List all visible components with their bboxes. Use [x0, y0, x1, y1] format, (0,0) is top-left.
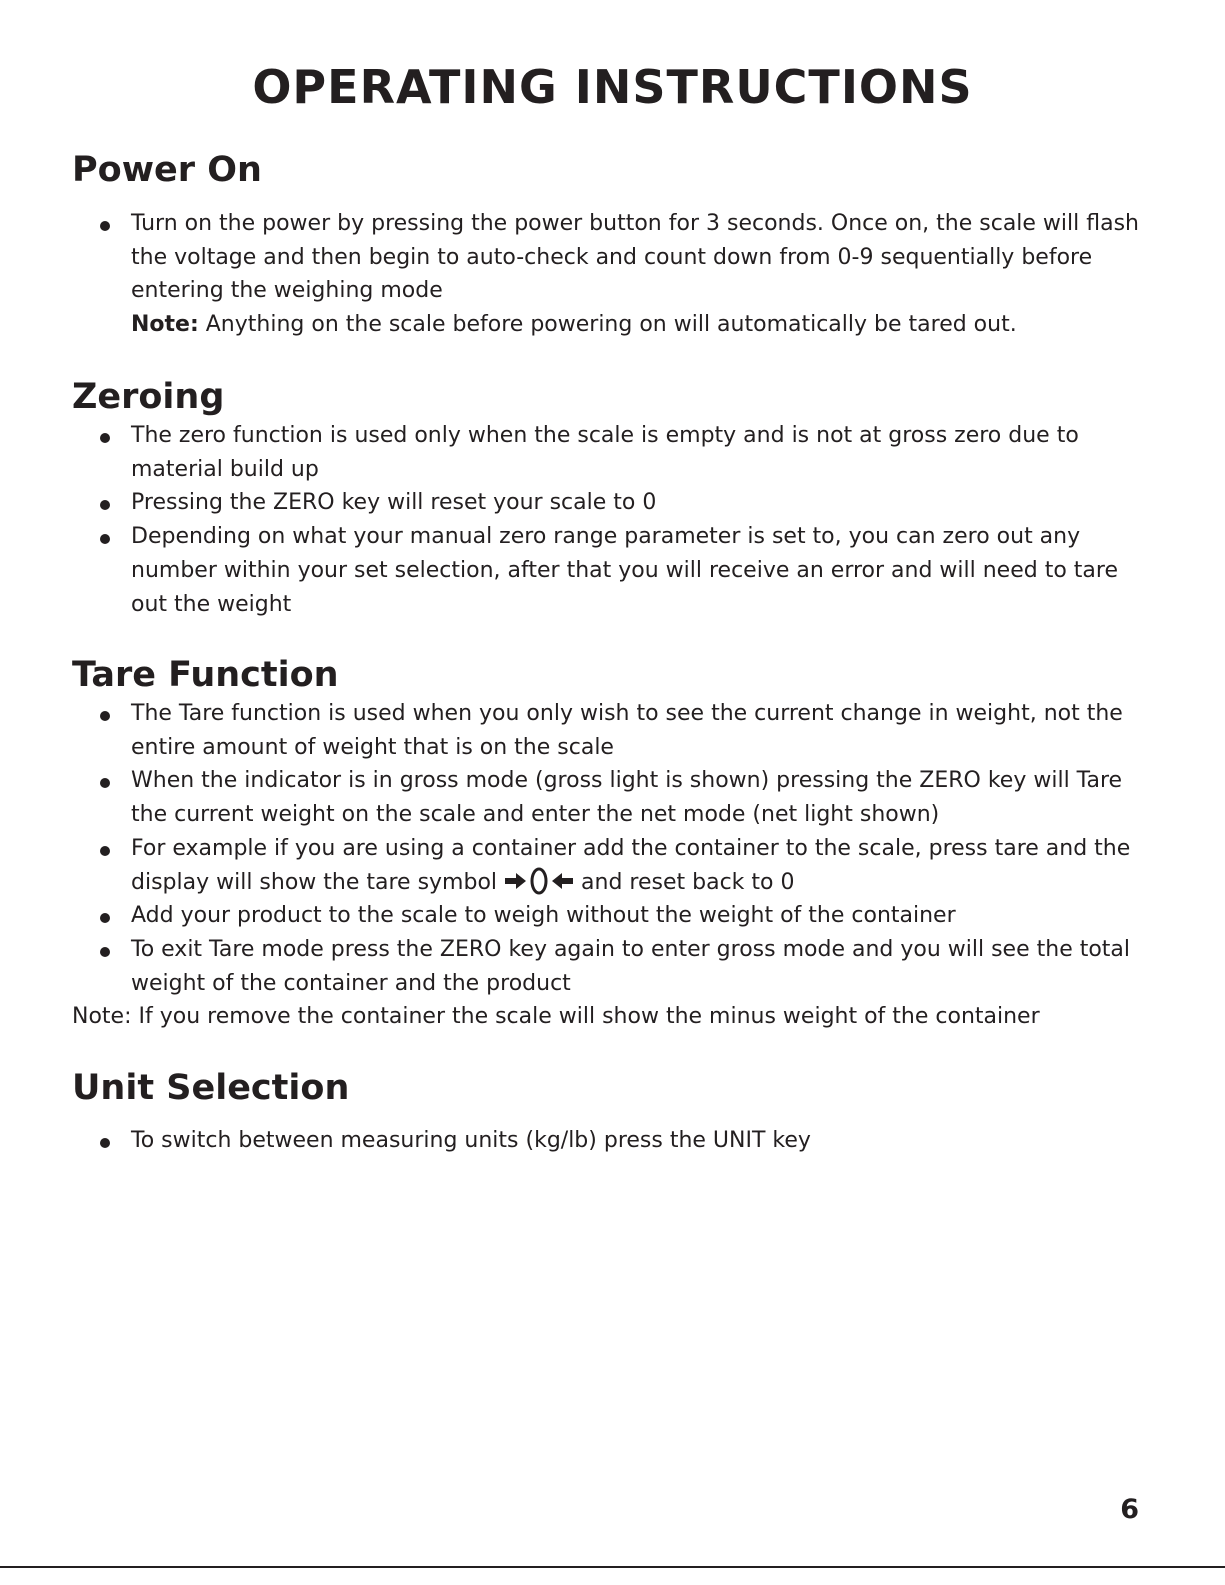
power-on-note [131, 308, 1152, 342]
page-title: OPERATING INSTRUCTIONS [252, 60, 973, 114]
list-item [72, 419, 1152, 486]
list-item [72, 486, 1152, 520]
list-item [72, 832, 1152, 899]
zeroing-list [72, 419, 1152, 621]
list-item-text: Add your product to the scale to weigh without the weight of the container [131, 903, 956, 929]
list-item-text: When the indicator is in gross mode (gross light is shown) pressing the ZERO key will Tare the current weight on the scale and enter the net mode (net light shown) [131, 768, 1123, 828]
list-item-text: Depending on what your manual zero range parameter is set to, you can zero out any number within your set selection, after that you will receive an error and will need to tare out the weight [131, 524, 1118, 617]
list-item-text: Pressing the ZERO key will reset your scale to 0 [131, 490, 657, 516]
heading-zeroing: Zeroing [72, 377, 225, 417]
list-item-text: Turn on the power by pressing the power button for 3 seconds. Once on, the scale will flash the voltage and then begin to auto-check and count down from 0-9 sequentially before entering the weighing mode [131, 211, 1140, 304]
list-item-text: To switch between measuring units (kg/lb) press the UNIT key [131, 1128, 811, 1153]
list-item-text-after: and reset back to 0 [574, 869, 795, 895]
note-text: Anything on the scale before powering on will automatically be tared out. [198, 312, 1017, 338]
list-item-text-before: For example if you are using a container add the container to the scale, press tare and the display will show the tare symbol [131, 835, 1131, 895]
unit-selection-list [72, 1124, 1152, 1158]
list-item-text: To exit Tare mode press the ZERO key again to enter gross mode and you will see the total weight of the container and the product [131, 936, 1131, 996]
heading-power-on: Power On [72, 150, 262, 190]
list-item [72, 520, 1152, 621]
tare-note: Note: If you remove the container the scale will show the minus weight of the container [72, 1004, 1040, 1029]
bullet-icon [100, 913, 110, 923]
list-item-text: The zero function is used only when the scale is empty and is not at gross zero due to material build up [131, 423, 1079, 482]
heading-tare-function: Tare Function [72, 655, 339, 695]
bottom-divider [0, 1566, 1225, 1568]
tare-function-list [72, 697, 1152, 1000]
list-item-text: The Tare function is used when you only wish to see the current change in weight, not the entire amount of weight that is on the scale [131, 701, 1123, 760]
list-item [72, 899, 1152, 933]
power-on-list [72, 207, 1152, 342]
bullet-icon [100, 500, 110, 510]
bullet-icon [100, 1138, 110, 1148]
bullet-icon [100, 947, 110, 957]
bullet-icon [100, 221, 110, 231]
bullet-icon [100, 534, 110, 544]
list-item [72, 207, 1152, 342]
list-item [72, 1124, 1152, 1158]
bullet-icon [100, 433, 110, 443]
bullet-icon [100, 711, 110, 721]
bullet-icon [100, 778, 110, 788]
tare-symbol-icon [504, 867, 574, 895]
bullet-icon [100, 846, 110, 856]
heading-unit-selection: Unit Selection [72, 1068, 350, 1108]
page-number: 6 [1120, 1494, 1139, 1525]
list-item [72, 764, 1152, 831]
list-item [72, 933, 1152, 1000]
list-item [72, 697, 1152, 764]
note-label: Note: [131, 312, 199, 338]
